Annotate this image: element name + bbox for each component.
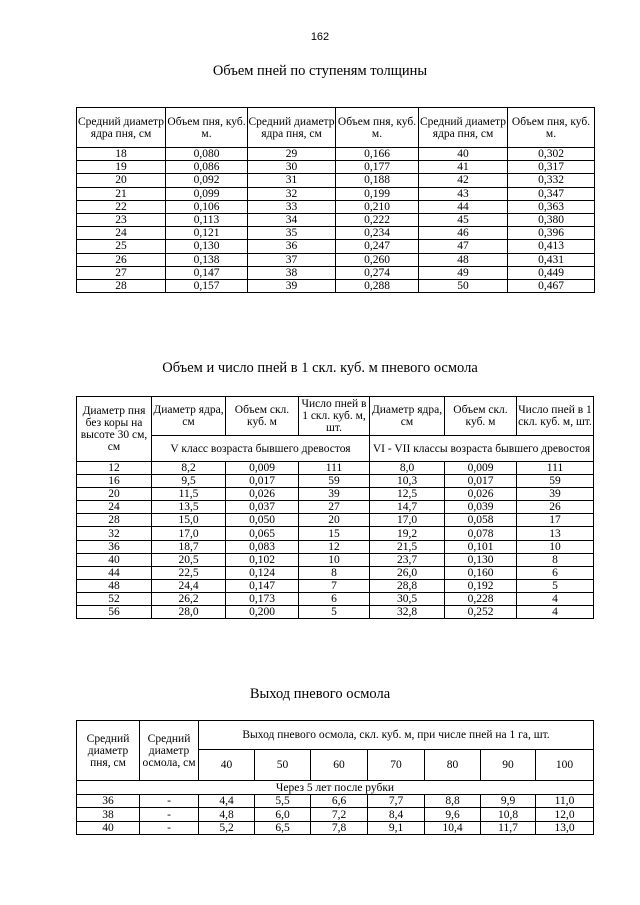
table-cell: 0,317 [508,161,595,174]
table-cell: 0,102 [226,553,299,566]
table-cell: 36 [248,240,336,253]
table2-header: Объем скл. куб. м [226,397,299,436]
table-cell: 0,026 [226,488,299,501]
table-cell: 0,288 [336,279,419,292]
table-cell: - [140,808,199,821]
table-cell: 0,078 [445,527,517,540]
table-cell: 26 [77,253,166,266]
table-cell: 22,5 [152,566,226,579]
table-cell: 24 [77,501,152,514]
table1-header: Средний диаметр ядра пня, см [419,108,508,148]
table-cell: 37 [248,253,336,266]
table2-row [77,514,594,527]
table1-row [77,253,595,266]
table-cell: 47 [419,240,508,253]
table-cell: 0,200 [226,606,299,619]
table-cell: 36 [77,795,140,808]
table-cell: 7 [299,579,370,592]
table-cell: 38 [248,266,336,279]
table-cell: 56 [77,606,152,619]
table-cell: 40 [77,553,152,566]
table2-row [77,488,594,501]
table1-row [77,161,595,174]
table-cell: 44 [419,200,508,213]
resin-yield-table [76,720,594,835]
table-cell: 13 [517,527,594,540]
table-cell: 59 [517,475,594,488]
table-cell: 0,065 [226,527,299,540]
table-cell: 0,086 [166,161,248,174]
table3-count: 80 [425,750,481,781]
table-cell: 19,2 [370,527,445,540]
table-cell: 40 [419,148,508,161]
table-cell: 28,0 [152,606,226,619]
table-cell: 11,5 [152,488,226,501]
table-cell: 4 [517,592,594,605]
table-cell: 30,5 [370,592,445,605]
table-cell: 17,0 [370,514,445,527]
table-cell: 0,083 [226,540,299,553]
table1-row [77,187,595,200]
table-cell: 26,2 [152,592,226,605]
table-cell: 0,157 [166,279,248,292]
table2-row [77,462,594,475]
table-cell: 0,160 [445,566,517,579]
table-cell: 50 [419,279,508,292]
table-cell: 6 [517,566,594,579]
table-cell: 9,9 [481,795,536,808]
table-cell: 0,026 [445,488,517,501]
table-cell: 20 [77,174,166,187]
table-cell: 34 [248,213,336,226]
table-cell: 46 [419,227,508,240]
table-cell: 8 [299,566,370,579]
table-cell: 40 [77,821,140,834]
table-cell: 7,8 [311,821,368,834]
table1-header: Средний диаметр ядра пня, см [77,108,166,148]
table2-title: Объем и число пней в 1 скл. куб. м пневого осмола [162,360,478,376]
table-cell: 0,039 [445,501,517,514]
table-cell: 0,009 [226,462,299,475]
table-cell: 7,2 [311,808,368,821]
table-cell: 21,5 [370,540,445,553]
table-cell: 18 [77,148,166,161]
table-cell: 0,302 [508,148,595,161]
table2-header: Диаметр пня без коры на высоте 30 см, см [77,397,152,462]
table3-count: 50 [255,750,311,781]
table-cell: 6,6 [311,795,368,808]
table-cell: 0,199 [336,187,419,200]
table-cell: 0,192 [445,579,517,592]
table-cell: 22 [77,200,166,213]
table1-header: Объем пня, куб. м. [336,108,419,148]
table-cell: 111 [299,462,370,475]
table1-header: Средний диаметр ядра пня, см [248,108,336,148]
table-cell: 9,5 [152,475,226,488]
table-cell: 15,0 [152,514,226,527]
table2-header: Число пней в 1 скл. куб. м, шт. [299,397,370,436]
table-cell: 21 [77,187,166,200]
table-cell: 27 [299,501,370,514]
table-cell: 28,8 [370,579,445,592]
table-cell: 0,234 [336,227,419,240]
table-cell: 26,0 [370,566,445,579]
table-cell: 52 [77,592,152,605]
table3-span-row [77,781,594,795]
table-cell: 0,222 [336,213,419,226]
table-cell: 0,121 [166,227,248,240]
table2-group-row [77,436,594,462]
table1-row [77,279,595,292]
table-cell: - [140,795,199,808]
table-cell: 0,017 [226,475,299,488]
table3-row [77,821,594,834]
table-cell: 31 [248,174,336,187]
table-cell: 0,363 [508,200,595,213]
table-cell: 12 [299,540,370,553]
table-cell: 35 [248,227,336,240]
table-cell: 10,3 [370,475,445,488]
table2-row [77,579,594,592]
table-cell: 9,6 [425,808,481,821]
table3-header: Средний диаметр пня, см [77,721,140,781]
table-cell: 0,252 [445,606,517,619]
table-cell: 0,228 [445,592,517,605]
table-cell: 0,147 [226,579,299,592]
table2-row [77,527,594,540]
table-cell: 8,2 [152,462,226,475]
table-cell: 0,080 [166,148,248,161]
table-cell: 0,177 [336,161,419,174]
table1-title: Объем пней по ступеням толщины [212,63,428,79]
table3-header-row [77,721,594,750]
table2-header: Объем скл. куб. м [445,397,517,436]
table-cell: 23,7 [370,553,445,566]
table-cell: 0,210 [336,200,419,213]
table3-span-label: Через 5 лет после рубки [77,781,594,795]
table-cell: 0,188 [336,174,419,187]
table-cell: 5,5 [255,795,311,808]
table-cell: 10 [299,553,370,566]
table-cell: 5 [517,579,594,592]
table-cell: 18,7 [152,540,226,553]
table1-row [77,240,595,253]
table-cell: 0,449 [508,266,595,279]
table-cell: 44 [77,566,152,579]
table-cell: 0,380 [508,213,595,226]
table-cell: 41 [419,161,508,174]
table-cell: 45 [419,213,508,226]
table-cell: 8,8 [425,795,481,808]
table-cell: 4,8 [199,808,255,821]
table1-header-row [77,108,595,148]
table-cell: 5 [299,606,370,619]
table1-row [77,213,595,226]
table1-header: Объем пня, куб. м. [508,108,595,148]
table-cell: 0,396 [508,227,595,240]
table-cell: - [140,821,199,834]
table-cell: 0,058 [445,514,517,527]
table-cell: 33 [248,200,336,213]
table2-header: Диаметр ядра, см [152,397,226,436]
table-cell: 32 [77,527,152,540]
table-cell: 0,099 [166,187,248,200]
table-cell: 39 [517,488,594,501]
table-cell: 0,274 [336,266,419,279]
table-cell: 36 [77,540,152,553]
table2-group-v: V класс возраста бывшего древостоя [152,436,370,462]
table-cell: 0,173 [226,592,299,605]
table-cell: 0,431 [508,253,595,266]
table2-row [77,592,594,605]
table-cell: 43 [419,187,508,200]
table-cell: 39 [248,279,336,292]
table-cell: 20,5 [152,553,226,566]
table-cell: 42 [419,174,508,187]
table1-row [77,148,595,161]
table-cell: 29 [248,148,336,161]
table-cell: 0,050 [226,514,299,527]
table-cell: 17 [517,514,594,527]
table-cell: 0,138 [166,253,248,266]
table2-row [77,501,594,514]
table-cell: 26 [517,501,594,514]
table-cell: 10,8 [481,808,536,821]
table2-header-row [77,397,594,436]
table-cell: 20 [77,488,152,501]
table3-row [77,808,594,821]
table3-count: 60 [311,750,368,781]
table3-header: Средний диаметр осмола, см [140,721,199,781]
table-cell: 8 [517,553,594,566]
table1-row [77,200,595,213]
table3-header: Выход пневого осмола, скл. куб. м, при числе пней на 1 га, шт. [199,721,594,750]
table-cell: 0,347 [508,187,595,200]
table2-header: Диаметр ядра, см [370,397,445,436]
table-cell: 0,166 [336,148,419,161]
table2-row [77,553,594,566]
table-cell: 13,0 [536,821,594,834]
table3-count: 40 [199,750,255,781]
table-cell: 38 [77,808,140,821]
table-cell: 0,124 [226,566,299,579]
table1-row [77,227,595,240]
table-cell: 12,5 [370,488,445,501]
table2-group-vi-vii: VI - VII классы возраста бывшего древостоя [370,436,594,462]
table-cell: 0,413 [508,240,595,253]
table1-row [77,266,595,279]
table2-row [77,566,594,579]
table-cell: 20 [299,514,370,527]
table1-row [77,174,595,187]
table-cell: 14,7 [370,501,445,514]
table3-title: Выход пневого осмола [249,686,391,702]
table-cell: 17,0 [152,527,226,540]
table-cell: 8,4 [368,808,425,821]
table-cell: 0,113 [166,213,248,226]
table2-header: Число пней в 1 скл. куб. м, шт. [517,397,594,436]
table-cell: 30 [248,161,336,174]
table-cell: 10 [517,540,594,553]
table-cell: 27 [77,266,166,279]
table-cell: 7,7 [368,795,425,808]
table-cell: 4 [517,606,594,619]
table-cell: 0,130 [166,240,248,253]
table-cell: 6 [299,592,370,605]
stump-volume-table [76,107,595,293]
table-cell: 0,247 [336,240,419,253]
table2-row [77,475,594,488]
table-cell: 0,037 [226,501,299,514]
page-number: 162 [310,31,330,43]
table-cell: 6,0 [255,808,311,821]
table-cell: 0,017 [445,475,517,488]
table-cell: 19 [77,161,166,174]
table-cell: 16 [77,475,152,488]
table-cell: 8,0 [370,462,445,475]
table-cell: 5,2 [199,821,255,834]
table-cell: 39 [299,488,370,501]
table-cell: 12,0 [536,808,594,821]
table3-count: 70 [368,750,425,781]
table-cell: 0,130 [445,553,517,566]
stump-count-table [76,396,594,619]
table-cell: 11,0 [536,795,594,808]
table-cell: 0,260 [336,253,419,266]
table3-count: 100 [536,750,594,781]
table-cell: 23 [77,213,166,226]
table-cell: 111 [517,462,594,475]
table-cell: 59 [299,475,370,488]
table-cell: 0,467 [508,279,595,292]
table-cell: 24,4 [152,579,226,592]
table-cell: 4,4 [199,795,255,808]
table-cell: 49 [419,266,508,279]
table-cell: 24 [77,227,166,240]
table-cell: 11,7 [481,821,536,834]
table-cell: 9,1 [368,821,425,834]
table1-header: Объем пня, куб. м. [166,108,248,148]
table-cell: 12 [77,462,152,475]
table-cell: 0,092 [166,174,248,187]
table-cell: 0,332 [508,174,595,187]
table-cell: 0,106 [166,200,248,213]
table-cell: 28 [77,279,166,292]
table-cell: 48 [419,253,508,266]
table-cell: 28 [77,514,152,527]
table2-row [77,606,594,619]
table-cell: 32 [248,187,336,200]
table2-row [77,540,594,553]
table3-row [77,795,594,808]
table-cell: 6,5 [255,821,311,834]
table-cell: 32,8 [370,606,445,619]
table3-count: 90 [481,750,536,781]
table-cell: 25 [77,240,166,253]
table-cell: 13,5 [152,501,226,514]
table-cell: 48 [77,579,152,592]
table-cell: 0,101 [445,540,517,553]
table-cell: 15 [299,527,370,540]
table-cell: 0,009 [445,462,517,475]
table-cell: 0,147 [166,266,248,279]
table-cell: 10,4 [425,821,481,834]
